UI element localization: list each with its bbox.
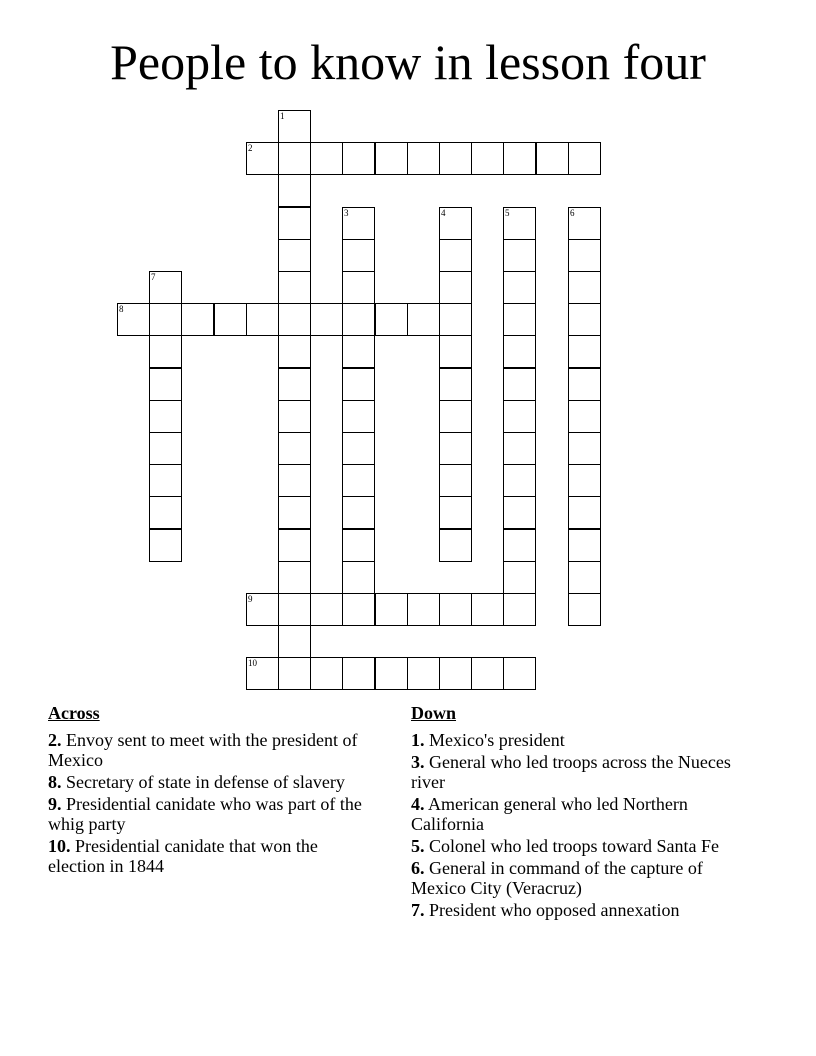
grid-cell[interactable] xyxy=(278,335,311,368)
grid-cell[interactable] xyxy=(503,303,536,336)
grid-cell[interactable] xyxy=(503,400,536,433)
grid-cell[interactable] xyxy=(246,303,279,336)
grid-cell[interactable] xyxy=(278,529,311,562)
grid-cell[interactable] xyxy=(375,142,408,175)
grid-cell[interactable] xyxy=(471,657,504,690)
grid-cell[interactable] xyxy=(568,561,601,594)
clue-number: 7. xyxy=(411,900,425,920)
grid-cell[interactable] xyxy=(278,561,311,594)
page-title: People to know in lesson four xyxy=(110,34,706,90)
cell-number: 10 xyxy=(248,658,257,668)
grid-cell[interactable] xyxy=(278,464,311,497)
clue-number: 10. xyxy=(48,836,71,856)
grid-cell[interactable] xyxy=(375,593,408,626)
grid-cell[interactable] xyxy=(342,561,375,594)
grid-cell[interactable] xyxy=(278,303,311,336)
cell-number: 8 xyxy=(119,304,124,314)
clue-text: Colonel who led troops toward Santa Fe xyxy=(429,836,719,856)
grid-cell[interactable] xyxy=(278,239,311,272)
grid-cell[interactable] xyxy=(246,142,279,175)
grid-cell[interactable] xyxy=(471,142,504,175)
across-heading: Across xyxy=(48,703,100,723)
grid-cell[interactable] xyxy=(568,335,601,368)
grid-cell[interactable] xyxy=(149,271,182,304)
grid-cell[interactable] xyxy=(342,496,375,529)
clue-text: Envoy sent to meet with the president of Mexico xyxy=(48,730,358,770)
clue-text: General in command of the capture of Mexico City (Veracruz) xyxy=(411,858,703,898)
grid-cell[interactable] xyxy=(503,496,536,529)
grid-cell[interactable] xyxy=(149,335,182,368)
grid-cell[interactable] xyxy=(375,303,408,336)
down-clues xyxy=(411,702,751,922)
grid-cell[interactable] xyxy=(503,335,536,368)
cell-number: 5 xyxy=(505,208,510,218)
clue-number: 6. xyxy=(411,858,425,878)
grid-cell[interactable] xyxy=(246,657,279,690)
grid-cell[interactable] xyxy=(278,657,311,690)
clue-down-1 xyxy=(411,730,751,750)
clue-text: Presidential canidate that won the election in 1844 xyxy=(48,836,318,876)
grid-cell[interactable] xyxy=(342,593,375,626)
clue-down-4 xyxy=(411,794,751,834)
grid-cell[interactable] xyxy=(568,271,601,304)
grid-cell[interactable] xyxy=(342,142,375,175)
grid-cell[interactable] xyxy=(439,400,472,433)
clue-text: Mexico's president xyxy=(429,730,565,750)
clue-down-7 xyxy=(411,900,751,920)
grid-cell[interactable] xyxy=(310,593,343,626)
cell-number: 4 xyxy=(441,208,446,218)
grid-cell[interactable] xyxy=(342,432,375,465)
grid-cell[interactable] xyxy=(568,239,601,272)
grid-cell[interactable] xyxy=(439,207,472,240)
clue-across-2 xyxy=(48,730,378,770)
grid-cell[interactable] xyxy=(503,593,536,626)
grid-cell[interactable] xyxy=(568,368,601,401)
clue-across-10 xyxy=(48,836,378,876)
clue-text: Secretary of state in defense of slavery xyxy=(66,772,345,792)
clue-down-6 xyxy=(411,858,751,898)
grid-cell[interactable] xyxy=(439,432,472,465)
clue-across-8 xyxy=(48,772,378,792)
clue-down-3 xyxy=(411,752,751,792)
grid-cell[interactable] xyxy=(439,657,472,690)
grid-cell[interactable] xyxy=(503,657,536,690)
grid-cell[interactable] xyxy=(278,368,311,401)
grid-cell[interactable] xyxy=(503,368,536,401)
grid-cell[interactable] xyxy=(568,207,601,240)
grid-cell[interactable] xyxy=(439,335,472,368)
grid-cell[interactable] xyxy=(439,593,472,626)
grid-cell[interactable] xyxy=(439,142,472,175)
clue-across-9 xyxy=(48,794,378,834)
grid-cell[interactable] xyxy=(149,303,182,336)
grid-cell[interactable] xyxy=(117,303,150,336)
cell-number: 6 xyxy=(570,208,575,218)
grid-cell[interactable] xyxy=(503,207,536,240)
across-clues xyxy=(48,702,378,878)
grid-cell[interactable] xyxy=(342,657,375,690)
grid-cell[interactable] xyxy=(503,464,536,497)
grid-cell[interactable] xyxy=(503,271,536,304)
clue-text: President who opposed annexation xyxy=(429,900,680,920)
grid-cell[interactable] xyxy=(503,239,536,272)
grid-cell[interactable] xyxy=(310,142,343,175)
grid-cell[interactable] xyxy=(149,464,182,497)
grid-cell[interactable] xyxy=(278,110,311,143)
grid-cell[interactable] xyxy=(439,464,472,497)
cell-number: 1 xyxy=(280,111,285,121)
grid-cell[interactable] xyxy=(278,625,311,658)
grid-cell[interactable] xyxy=(278,142,311,175)
grid-cell[interactable] xyxy=(568,142,601,175)
grid-cell[interactable] xyxy=(503,142,536,175)
grid-cell[interactable] xyxy=(342,207,375,240)
grid-cell[interactable] xyxy=(149,496,182,529)
grid-cell[interactable] xyxy=(375,657,408,690)
grid-cell[interactable] xyxy=(278,271,311,304)
clue-number: 1. xyxy=(411,730,425,750)
grid-cell[interactable] xyxy=(278,174,311,207)
grid-cell[interactable] xyxy=(407,593,440,626)
clue-number: 3. xyxy=(411,752,425,772)
grid-cell[interactable] xyxy=(439,368,472,401)
grid-cell[interactable] xyxy=(149,529,182,562)
grid-cell[interactable] xyxy=(568,496,601,529)
grid-cell[interactable] xyxy=(536,142,569,175)
grid-cell[interactable] xyxy=(439,496,472,529)
clue-number: 4. xyxy=(411,794,425,814)
grid-cell[interactable] xyxy=(568,529,601,562)
grid-cell[interactable] xyxy=(278,432,311,465)
grid-cell[interactable] xyxy=(342,303,375,336)
cell-number: 9 xyxy=(248,594,253,604)
cell-number: 3 xyxy=(344,208,349,218)
grid-cell[interactable] xyxy=(439,303,472,336)
grid-cell[interactable] xyxy=(503,529,536,562)
grid-cell[interactable] xyxy=(278,207,311,240)
grid-cell[interactable] xyxy=(342,239,375,272)
grid-cell[interactable] xyxy=(278,496,311,529)
grid-cell[interactable] xyxy=(342,400,375,433)
clue-number: 5. xyxy=(411,836,425,856)
grid-cell[interactable] xyxy=(407,142,440,175)
cell-number: 2 xyxy=(248,143,253,153)
grid-cell[interactable] xyxy=(342,368,375,401)
clue-number: 8. xyxy=(48,772,62,792)
grid-cell[interactable] xyxy=(149,368,182,401)
grid-cell[interactable] xyxy=(568,400,601,433)
grid-cell[interactable] xyxy=(342,271,375,304)
grid-cell[interactable] xyxy=(503,561,536,594)
grid-cell[interactable] xyxy=(439,271,472,304)
clue-text: American general who led Northern California xyxy=(411,794,688,834)
grid-cell[interactable] xyxy=(439,529,472,562)
grid-cell[interactable] xyxy=(342,464,375,497)
clue-number: 2. xyxy=(48,730,62,750)
grid-cell[interactable] xyxy=(407,657,440,690)
grid-cell[interactable] xyxy=(407,303,440,336)
grid-cell[interactable] xyxy=(568,464,601,497)
grid-cell[interactable] xyxy=(149,400,182,433)
grid-cell[interactable] xyxy=(214,303,247,336)
grid-cell[interactable] xyxy=(246,593,279,626)
grid-cell[interactable] xyxy=(278,400,311,433)
grid-cell[interactable] xyxy=(471,593,504,626)
clue-text: Presidential canidate who was part of the whig party xyxy=(48,794,362,834)
grid-cell[interactable] xyxy=(149,432,182,465)
grid-cell[interactable] xyxy=(568,432,601,465)
clue-down-5 xyxy=(411,836,751,856)
clue-text: General who led troops across the Nueces river xyxy=(411,752,731,792)
grid-cell[interactable] xyxy=(439,239,472,272)
grid-cell[interactable] xyxy=(342,335,375,368)
grid-cell[interactable] xyxy=(342,529,375,562)
grid-cell[interactable] xyxy=(568,593,601,626)
clue-number: 9. xyxy=(48,794,62,814)
grid-cell[interactable] xyxy=(310,657,343,690)
grid-cell[interactable] xyxy=(181,303,214,336)
grid-cell[interactable] xyxy=(568,303,601,336)
grid-cell[interactable] xyxy=(278,593,311,626)
down-heading: Down xyxy=(411,703,457,723)
grid-cell[interactable] xyxy=(503,432,536,465)
cell-number: 7 xyxy=(151,272,156,282)
grid-cell[interactable] xyxy=(310,303,343,336)
